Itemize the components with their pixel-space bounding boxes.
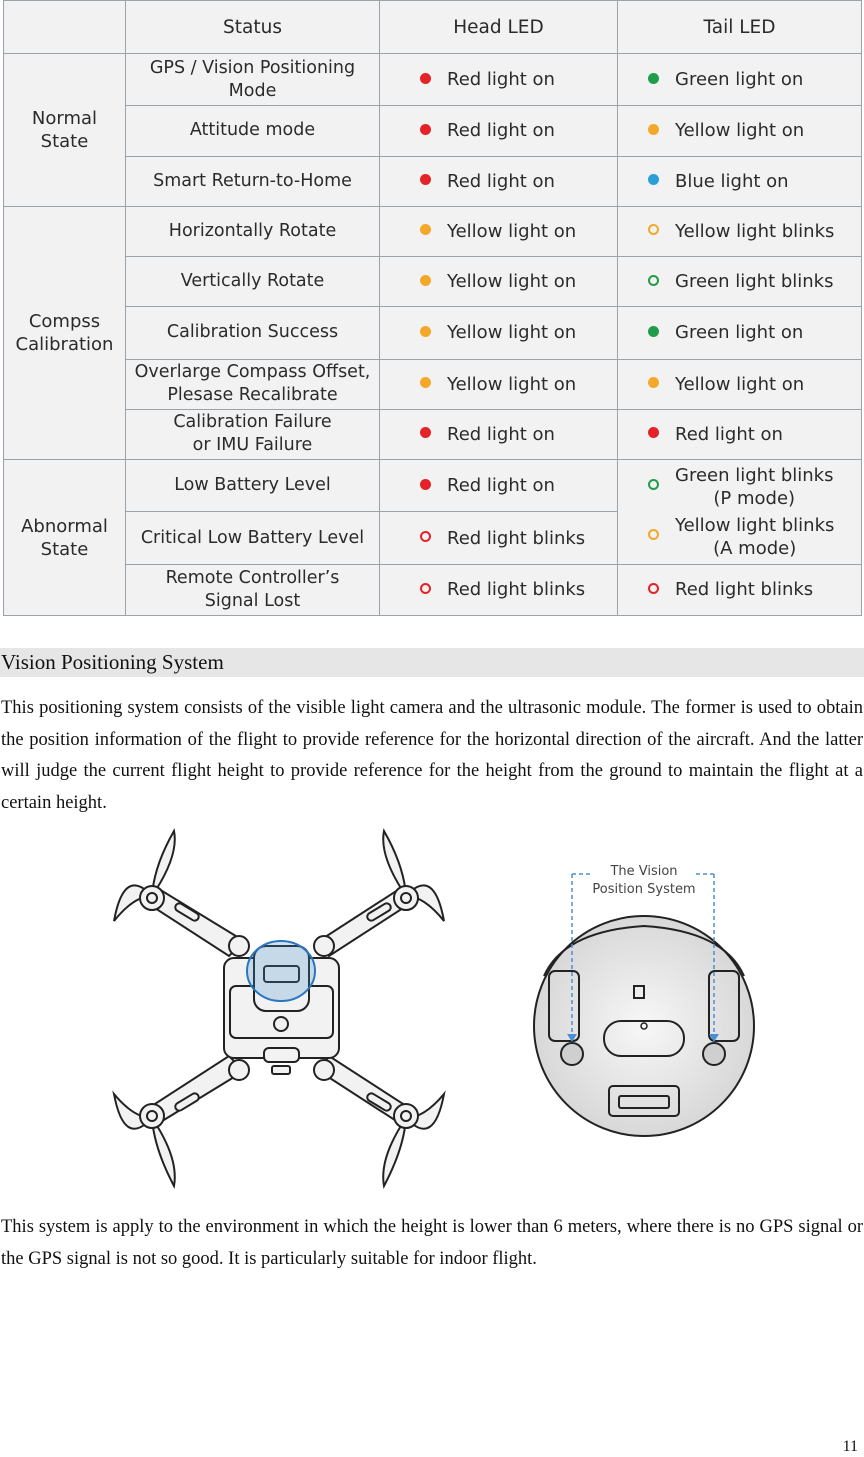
table-row	[4, 257, 862, 307]
tail-led-cell	[618, 206, 862, 256]
led-indicator-icon	[648, 174, 659, 185]
table-row	[4, 106, 862, 156]
table-row	[4, 307, 862, 359]
tail-led-cell	[618, 564, 862, 615]
led-text: Red light on	[447, 69, 555, 91]
page-number: 11	[842, 1438, 858, 1455]
led-text: Yellow light on	[447, 220, 577, 242]
led-text: Red light on	[447, 170, 555, 192]
status-cell: Smart Return-to-Home	[126, 156, 380, 206]
led-text: Red light on	[447, 120, 555, 142]
led-text: Red light on	[447, 423, 555, 445]
head-led-cell	[380, 156, 618, 206]
led-indicator-icon	[648, 73, 659, 84]
led-indicator-icon	[420, 427, 431, 438]
group-label: Normal State	[4, 54, 126, 207]
status-cell: Overlarge Compass Offset, Plesase Recalibrate	[126, 359, 380, 409]
table-header-row	[4, 1, 862, 54]
led-text: Yellow light on	[675, 120, 805, 142]
table-row	[4, 206, 862, 256]
led-indicator-icon	[420, 73, 431, 84]
led-text: Red light blinks	[447, 579, 586, 601]
led-indicator-icon	[648, 326, 659, 337]
led-indicator-icon	[420, 224, 431, 235]
led-text: Red light blinks	[675, 579, 814, 601]
status-cell: Remote Controller’s Signal Lost	[126, 564, 380, 615]
group-label: Abnormal State	[4, 460, 126, 616]
head-led-cell	[380, 564, 618, 615]
led-indicator-icon	[648, 377, 659, 388]
led-indicator-icon	[420, 326, 431, 337]
led-text: Red light on	[447, 475, 555, 497]
status-cell: Horizontally Rotate	[126, 206, 380, 256]
header-status: Status	[126, 1, 380, 54]
tail-led-cell	[618, 54, 862, 106]
status-cell: Calibration Success	[126, 307, 380, 359]
figure-label-line2: Position System	[592, 882, 696, 897]
head-led-cell	[380, 106, 618, 156]
led-text: Yellow light on	[447, 322, 577, 344]
led-status-table	[3, 0, 862, 616]
vision-detail-zoom	[534, 864, 754, 1136]
led-text: Red light blinks	[447, 527, 586, 549]
table-row	[4, 54, 862, 106]
status-cell: Attitude mode	[126, 106, 380, 156]
blink-indicator-icon	[648, 479, 659, 490]
blink-indicator-icon	[648, 529, 659, 540]
table-row	[4, 409, 862, 459]
paragraph-usage: This system is apply to the environment in which the height is lower than 6 meters, where there is no GPS signal or the GPS signal is not so good. It is particularly suitable for indoor flight.	[1, 1217, 863, 1269]
table-row	[4, 564, 862, 615]
status-cell: Low Battery Level	[126, 460, 380, 512]
head-led-cell	[380, 460, 618, 512]
led-text: Blue light on	[675, 170, 789, 192]
tail-led-cell	[618, 359, 862, 409]
section-title: Vision Positioning System	[0, 648, 864, 677]
led-indicator-icon	[420, 124, 431, 135]
header-empty	[4, 1, 126, 54]
tail-led-cell	[618, 156, 862, 206]
led-text: Yellow light on	[447, 271, 577, 293]
tail-led-cell	[618, 106, 862, 156]
tail-led-entry	[648, 464, 857, 510]
tail-led-cell	[618, 409, 862, 459]
tail-led-cell	[618, 257, 862, 307]
blink-indicator-icon	[648, 275, 659, 286]
head-led-cell	[380, 307, 618, 359]
led-text: Red light on	[675, 423, 783, 445]
blink-indicator-icon	[648, 224, 659, 235]
led-text: Green light blinks	[675, 271, 834, 293]
head-led-cell	[380, 206, 618, 256]
led-indicator-icon	[648, 427, 659, 438]
led-indicator-icon	[420, 275, 431, 286]
vision-highlight-ring	[247, 941, 315, 1001]
led-indicator-icon	[420, 174, 431, 185]
head-led-cell	[380, 409, 618, 459]
tail-led-entry	[648, 514, 857, 560]
led-text: Green light on	[675, 322, 804, 344]
led-text: Green light blinks (P mode)	[675, 464, 834, 509]
led-text: Yellow light blinks (A mode)	[675, 514, 835, 559]
led-indicator-icon	[420, 479, 431, 490]
drone-bottom-view	[114, 831, 444, 1186]
header-tail-led: Tail LED	[618, 1, 862, 54]
head-led-cell	[380, 512, 618, 564]
figure-label-line1: The Vision	[610, 864, 678, 879]
group-label: Compss Calibration	[4, 206, 126, 459]
status-cell: Vertically Rotate	[126, 257, 380, 307]
blink-indicator-icon	[648, 583, 659, 594]
table-row	[4, 156, 862, 206]
led-indicator-icon	[648, 124, 659, 135]
tail-led-merged-cell	[618, 460, 862, 565]
head-led-cell	[380, 54, 618, 106]
head-led-cell	[380, 257, 618, 307]
head-led-cell	[380, 359, 618, 409]
led-text: Yellow light on	[447, 373, 577, 395]
blink-indicator-icon	[420, 531, 431, 542]
table-row	[4, 359, 862, 409]
led-indicator-icon	[420, 377, 431, 388]
status-cell: Critical Low Battery Level	[126, 512, 380, 564]
table-row	[4, 460, 862, 512]
status-cell: GPS / Vision Positioning Mode	[126, 54, 380, 106]
tail-led-cell	[618, 307, 862, 359]
status-cell: Calibration Failure or IMU Failure	[126, 409, 380, 459]
led-text: Yellow light on	[675, 373, 805, 395]
blink-indicator-icon	[420, 583, 431, 594]
paragraph-intro: This positioning system consists of the visible light camera and the ultrasonic module. The former is used to obtain the position information of the flight to provide reference for the horizontal direction of the aircraft. And the latter will judge the current flight height to provide reference for the height from the ground to maintain the flight at a certain height.	[1, 698, 863, 813]
drone-vision-figure	[104, 826, 760, 1200]
led-text: Yellow light blinks	[675, 220, 835, 242]
header-head-led: Head LED	[380, 1, 618, 54]
led-text: Green light on	[675, 69, 804, 91]
